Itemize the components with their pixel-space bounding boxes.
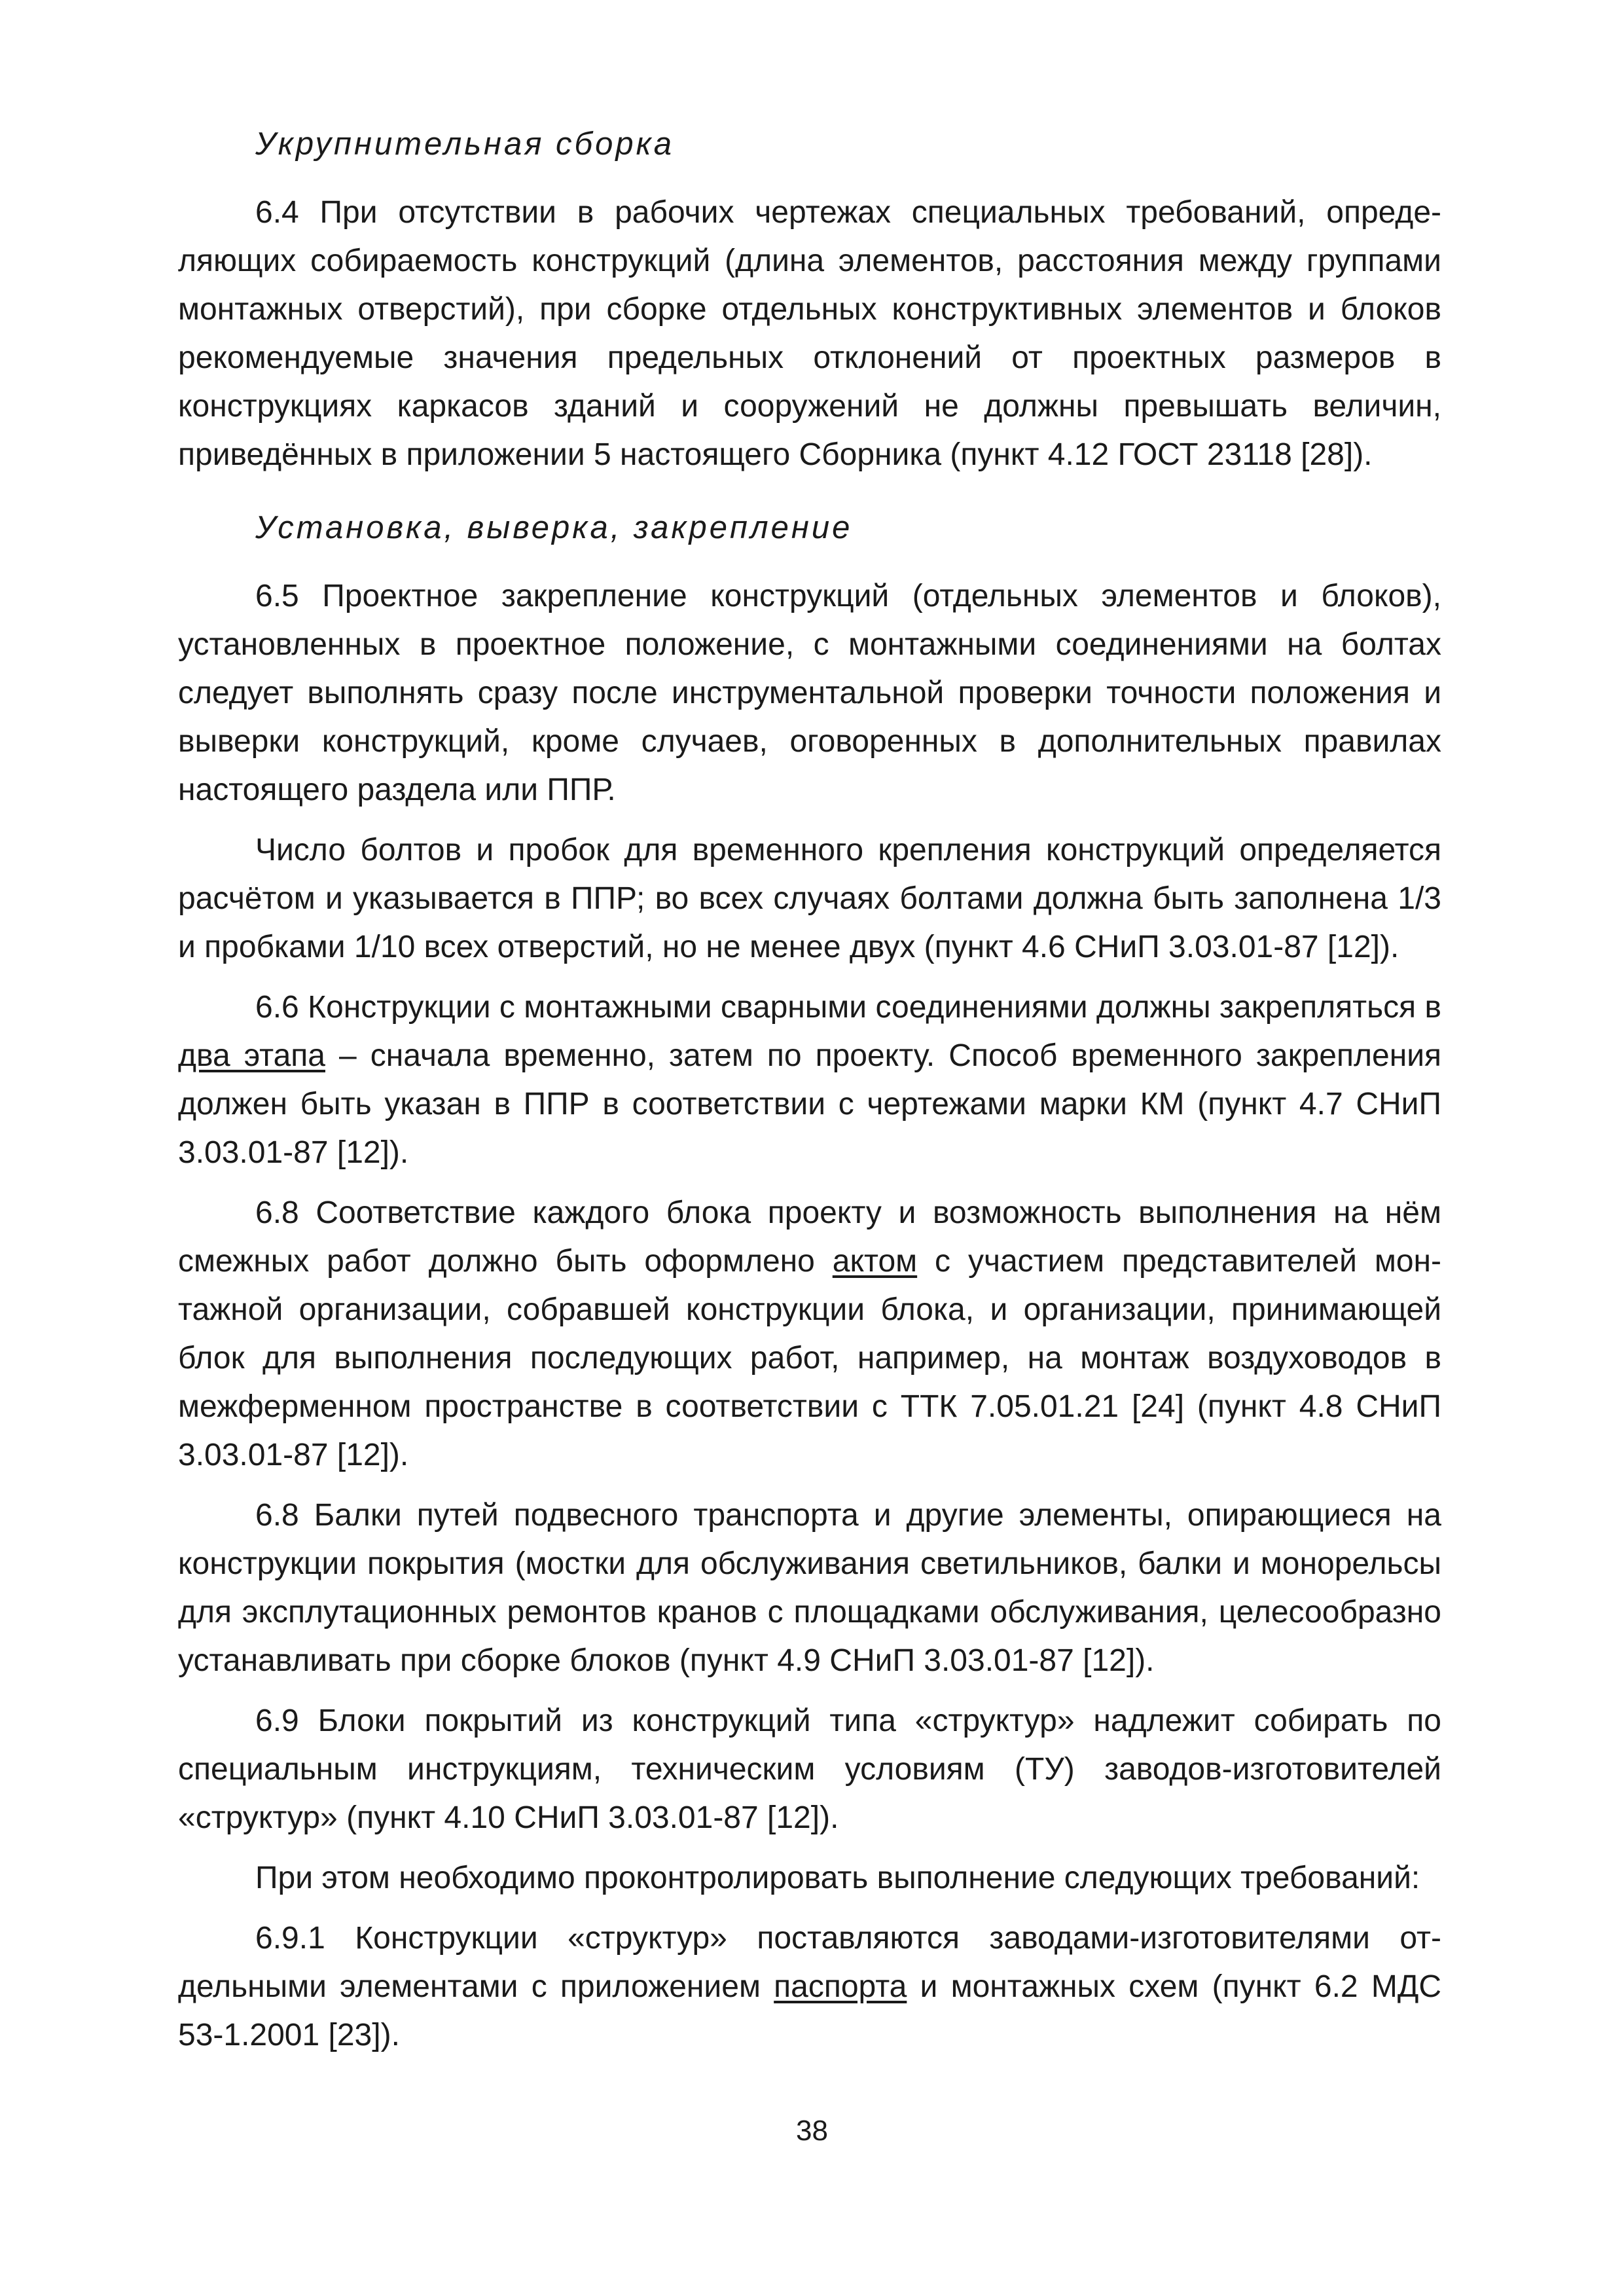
paragraph-6-6-text-start: 6.6 Конструкции с монтажными сварными соединениями должны закрепляться в [255,990,1441,1025]
document-page [178,124,1441,2071]
paragraph-6-8-beams: 6.8 Балки путей подвесного транспорта и другие элементы, опирающиеся на конструкции покрытия (мостки для обслуживания светильников, балки и монорельсы для эксплутационных ремонтов кранов с площадками обслуживания, целесообразно устанавливать при сборке блоков (пункт 4.9 СНиП 3.03.01-87 [12]). [178,1498,1441,1678]
paragraph-6-9-1-text-start: 6.9.1 Конструкции «структур» поставляются заводами-изготовителями отдельными элементами с приложением [178,1921,1441,2004]
paragraph-6-6 [178,983,1441,1177]
paragraph-6-9-1 [178,1914,1441,2060]
paragraph-6-8-act [178,1189,1441,1480]
paragraph-6-9-1-text-end: и монтажных схем (пункт 6.2 МДС 53-1.2001 [23]). [178,1969,1441,2052]
paragraph-6-8-text-start: 6.8 Соответствие каждого блока проекту и возможность выполнения на нём смежных работ должно быть оформлено [178,1195,1441,1279]
paragraph-6-6-text-end: – сначала временно, затем по проекту. Способ временного закрепления должен быть указан в ППР в соответствии с чертежами марки КМ (пункт 4.7 СНиП 3.03.01-87 [12]). [178,1038,1442,1170]
paragraph-control: При этом необходимо проконтролировать выполнение следующих требований: [255,1861,1420,1895]
paragraph-6-5: 6.5 Проектное закрепление конструкций (отдельных элементов и блоков), установленных в проектное положение, с монтажными соединениями на болтах следует выполнять сразу после инструментальной проверки точности положения и выверки конструкций, кроме случаев, оговоренных в дополнительных правилах настоящего раздела или ППР. [178,579,1441,807]
act-link[interactable]: актом [832,1244,918,1279]
section-heading-installation: Установка, выверка, закрепление [255,510,853,545]
section-heading-assembly: Укрупнительная сборка [255,126,675,162]
two-stages-link[interactable]: два этапа [178,1038,325,1073]
paragraph-6-4: 6.4 При отсутствии в рабочих чертежах специальных требований, определяющих собираемость конструкций (длина элементов, расстояния между группами монтажных отверстий), при сборке отдельных конструктивных элементов и блоков рекомендуемые значения предельных отклонений от проектных размеров в конструкциях каркасов зданий и сооружений не должны превышать величин, приведённых в приложении 5 настоящего Сборника (пункт 4.12 ГОСТ 23118 [28]). [178,195,1441,472]
paragraph-6-8-text-end: с участием представителей монтажной организации, собравшей конструкции блока, и организации, принимающей блок для выполнения последующих работ, например, на монтаж воздуховодов в межферменном пространстве в соответствии с ТТК 7.05.01.21 [24] (пункт 4.8 СНиП 3.03.01-87 [12]). [178,1244,1442,1472]
passport-link[interactable]: паспорта [774,1969,907,2004]
paragraph-bolts: Число болтов и пробок для временного крепления конструкций определяется расчётом и указывается в ППР; во всех случаях болтами должна быть заполнена 1/3 и пробками 1/10 всех отверстий, но не менее двух (пункт 4.6 СНиП 3.03.01-87 [12]). [178,833,1441,964]
paragraph-6-9: 6.9 Блоки покрытий из конструкций типа «структур» надлежит собирать по специальным инструкциям, техническим условиям (ТУ) заводов-изготовителей «структур» (пункт 4.10 СНиП 3.03.01-87 [12]). [178,1704,1441,1835]
page-number: 38 [796,2115,828,2147]
